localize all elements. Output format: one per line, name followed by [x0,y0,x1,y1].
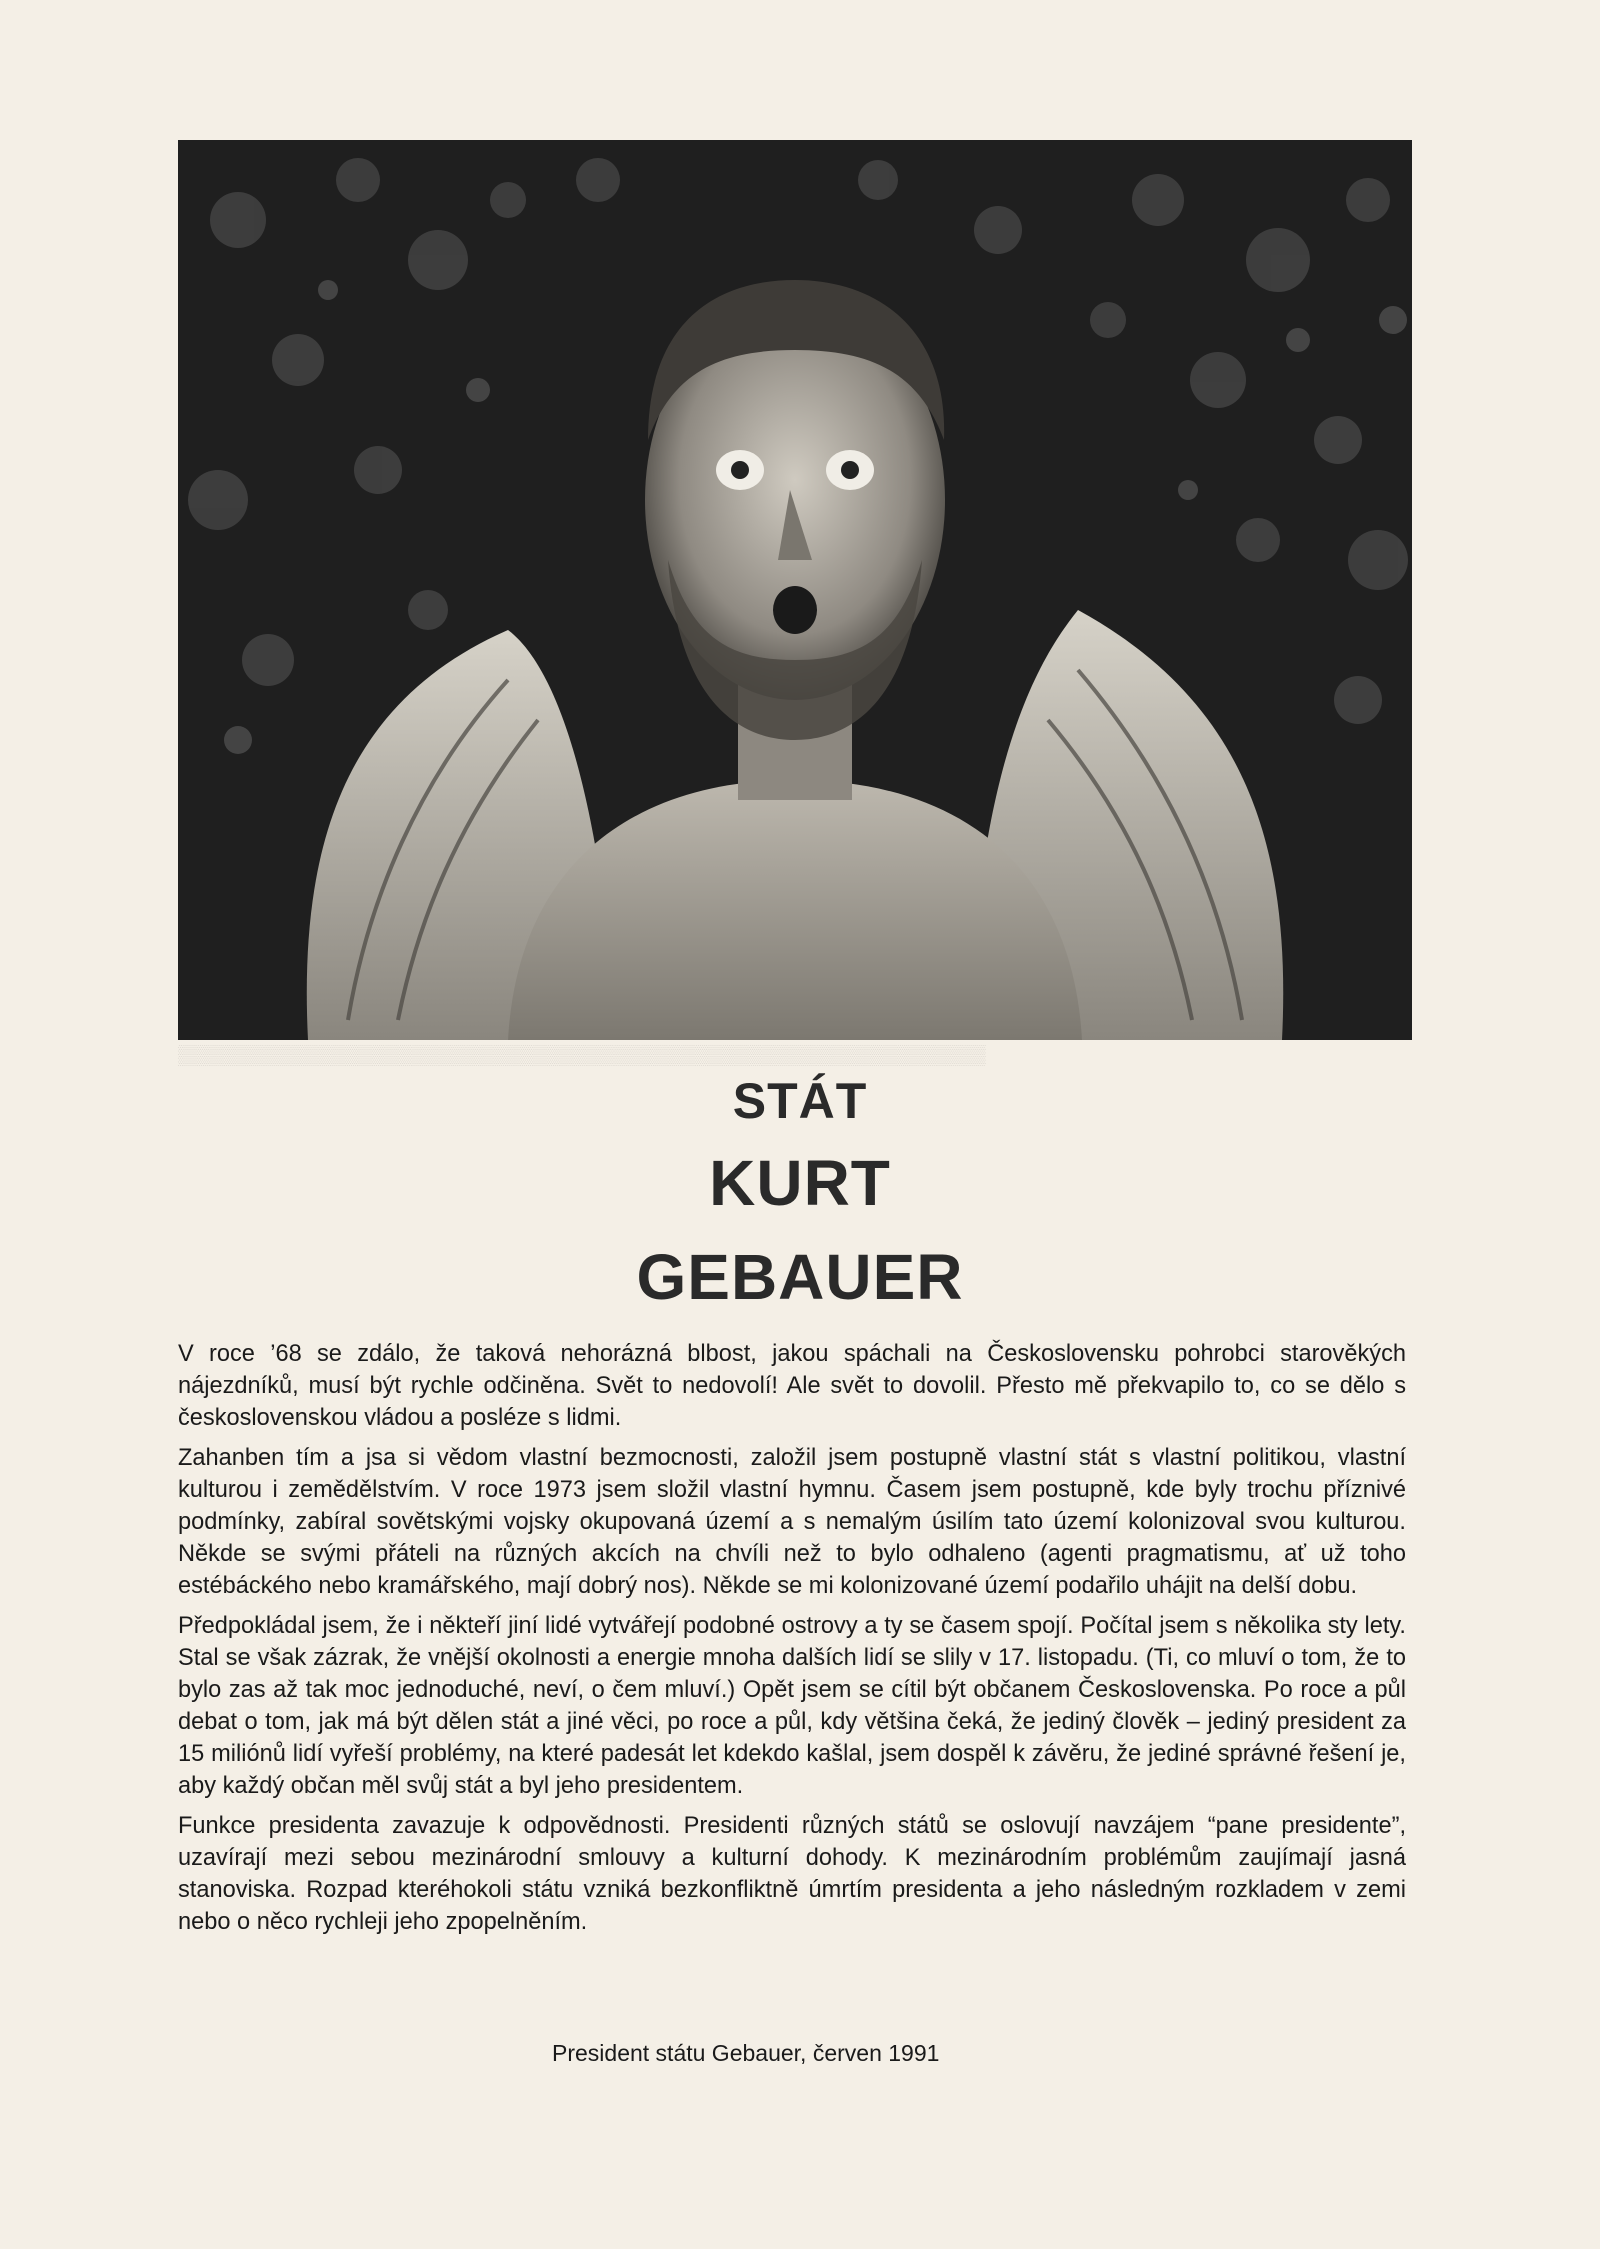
portrait-photo [178,140,1412,1040]
paragraph: Zahanben tím a jsa si vědom vlastní bezmocnosti, založil jsem postupně vlastní stát s vlastní politikou, vlastní kulturou i zemědělstvím. V roce 1973 jsem složil vlastní hymnu. Časem jsem postupně, kde byly trochu příznivé podmínky, zabíral sovětskými vojsky okupovaná území a s nemalým úsilím tato území kolonizoval svou kulturou. Někde se svými přáteli na různých akcích na chvíli než to bylo odhaleno (agenti pragmatismu, ať už toho estébáckého nebo kramářského, mají dobrý nos). Někde se mi kolonizované území podařilo uhájit na delší dobu. [178,1445,1406,1599]
paragraph: V roce ’68 se zdálo, že taková nehorázná blbost, jakou spáchali na Československu pohrobci starověkých nájezdníků, musí být rychle odčiněna. Svět to nedovolí! Ale svět to dovolil. Přesto mě překvapilo to, co se dělo s československou vládou a posléze s lidmi. [178,1341,1406,1431]
article-body [178,1338,1406,1946]
show-through-text: ▒▒▒▒▒▒▒▒▒▒▒▒▒▒▒▒▒▒▒▒▒▒▒▒▒▒▒▒▒▒▒▒▒▒▒▒▒▒▒▒▒▒▒▒▒▒▒▒▒▒▒▒▒▒▒▒▒▒▒▒ [178,1045,986,1066]
paragraph: Předpokládal jsem, že i někteří jiní lidé vytvářejí podobné ostrovy a ty se časem spojí. Počítal jsem s několika sty lety. Stal se však zázrak, že vnější okolnosti a energie mnoha dalších lidí se slily v 17. listopadu. (Ti, co mluví o tom, že to bylo zas až tak moc jednoduché, neví, o čem mluví.) Opět jsem se cítil být občanem Československa. Po roce a půl debat o tom, jak má být dělen stát a jiné věci, po roce a půl, kdy většina čeká, že jediný člověk – jediný president za 15 miliónů lidí vyřeší problémy, na které padesát let kdekdo kašlal, jsem dospěl k závěru, že jediné správné řešení je, aby každý občan měl svůj stát a byl jeho presidentem. [178,1613,1406,1799]
signature: President státu Gebauer, červen 1991 [552,2040,940,2066]
paragraph: Funkce presidenta zavazuje k odpovědnosti. Presidenti různých států se oslovují navzájem “pane presidente”, uzavírají mezi sebou mezinárodní smlouvy a kulturní dohody. K mezinárodním problémům zaujímají jasná stanoviska. Rozpad kteréhokoli státu vzniká bezkonfliktně úmrtím presidenta a jeho následným rozkladem v zemi nebo o něco rychleji jeho zpopelněním. [178,1813,1406,1935]
title-kurt: KURT [709,1147,891,1219]
title-gebauer: GEBAUER [636,1241,964,1313]
photo-illustration [178,140,1412,1040]
title-stat: STÁT [732,1073,868,1129]
